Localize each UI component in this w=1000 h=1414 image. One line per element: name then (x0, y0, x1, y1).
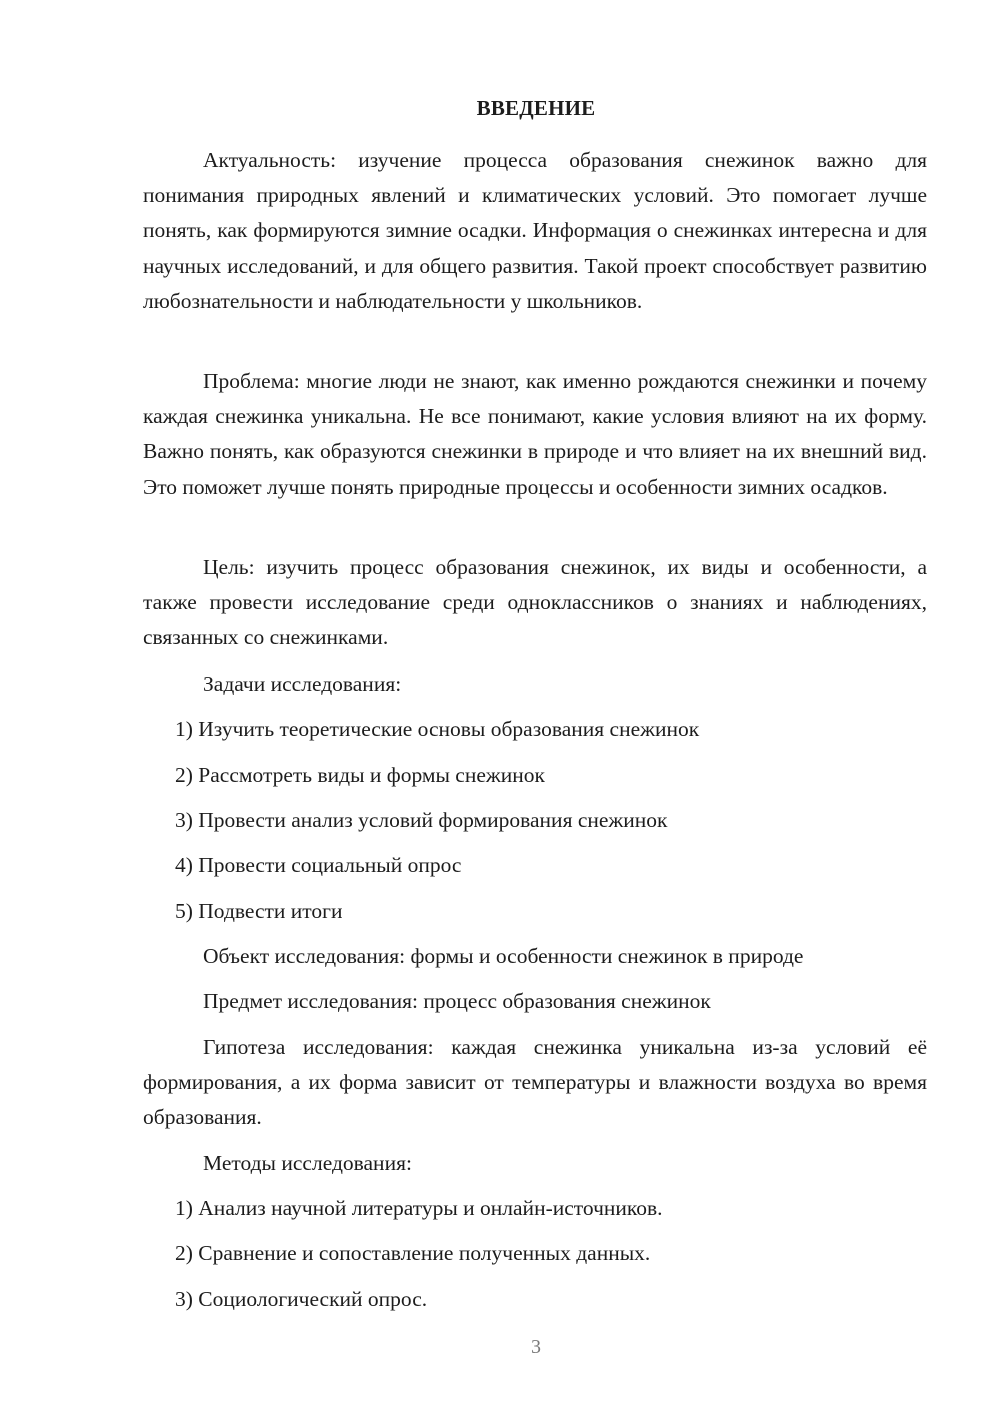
page-number: 3 (531, 1336, 541, 1358)
section-heading: ВВЕДЕНИЕ (476, 96, 596, 120)
task-item: 1) Изучить теоретические основы образования снежинок (175, 717, 700, 741)
method-item: 2) Сравнение и сопоставление полученных данных. (175, 1241, 651, 1265)
paragraph-goal: Цель: изучить процесс образования снежинок, их виды и особенности, а также провести исследование среди одноклассников о знаниях и наблюдениях, связанных со снежинками. (143, 555, 927, 650)
task-item: 4) Провести социальный опрос (175, 853, 462, 877)
task-item: 5) Подвести итоги (175, 899, 343, 923)
research-object: Объект исследования: формы и особенности снежинок в природе (203, 944, 804, 968)
task-item: 3) Провести анализ условий формирования снежинок (175, 808, 668, 832)
tasks-title: Задачи исследования: (203, 672, 402, 696)
methods-title: Методы исследования: (203, 1151, 412, 1175)
paragraph-relevance: Актуальность: изучение процесса образования снежинок важно для понимания природных явлений и климатических условий. Это помогает лучше понять, как формируются зимние осадки. Информация о снежинках интересна и для научных исследований, и для общего развития. Такой проект способствует развитию любознательности и наблюдательности у школьников. (143, 148, 927, 313)
research-subject: Предмет исследования: процесс образования снежинок (203, 989, 711, 1013)
paragraph-problem: Проблема: многие люди не знают, как именно рождаются снежинки и почему каждая снежинка уникальна. Не все понимают, какие условия влияют на их форму. Важно понять, как образуются снежинки в природе и что влияет на их внешний вид. Это поможет лучше понять природные процессы и особенности зимних осадков. (143, 369, 927, 499)
method-item: 3) Социологический опрос. (175, 1287, 428, 1311)
paragraph-hypothesis: Гипотеза исследования: каждая снежинка уникальна из-за условий её формирования, а их форма зависит от температуры и влажности воздуха во время образования. (143, 1035, 927, 1130)
task-item: 2) Рассмотреть виды и формы снежинок (175, 763, 545, 787)
method-item: 1) Анализ научной литературы и онлайн-источников. (175, 1196, 663, 1220)
